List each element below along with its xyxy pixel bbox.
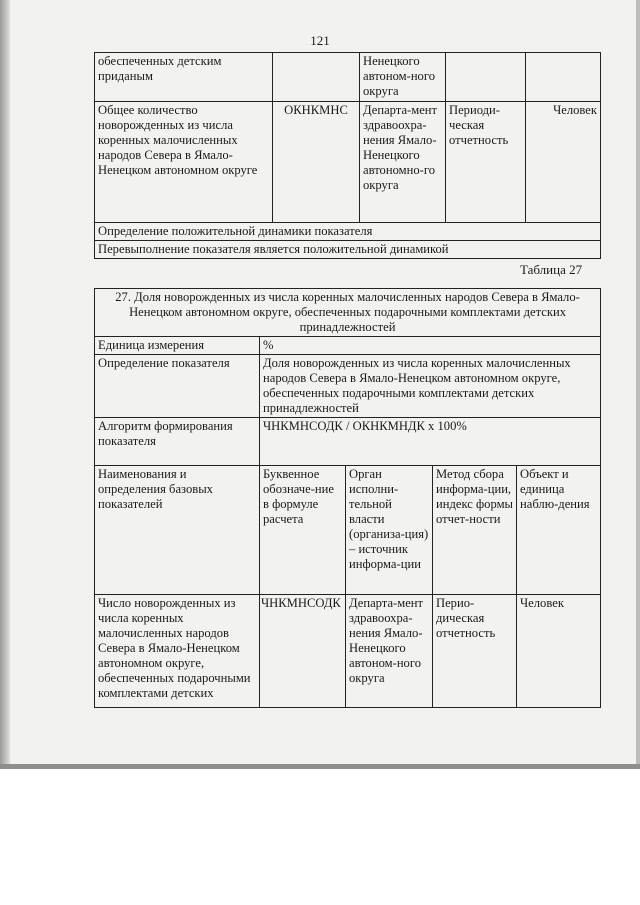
page-number: 121 [310,33,330,48]
cell-method [446,53,526,102]
algorithm-value: ЧНКМНСОДК / ОКНКМНДК х 100% [260,418,601,466]
cell-code: ОКНКМНС [273,102,360,223]
table-row [95,241,601,259]
header-name: Наименования и определения базовых показателей [95,466,260,595]
unit-value: % [260,337,601,355]
scan-left-shadow [0,0,10,768]
table-continued [94,52,601,259]
definition-heading: Определение положительной динамики показателя [95,223,601,241]
unit-label: Единица измерения [95,337,260,355]
header-method: Метод сбора информа-ции, индекс формы отчет-ности [433,466,517,595]
cell-unit: Человек [526,102,601,223]
cell-name: обеспеченных детским приданым [95,53,273,102]
table-row [95,102,601,223]
cell-name: Общее количество новорожденных из числа коренных малочисленных народов Севера в Ямало-Ненецком автономном округе [95,102,273,223]
cell-source: Ненецкого автоном-ного округа [360,53,446,102]
table-row [95,595,601,708]
algorithm-label: Алгоритм формирования показателя [95,418,260,466]
cell-method: Периоди-ческая отчетность [446,102,526,223]
header-source: Орган исполни-тельной власти (организа-ция) – источник информа-ции [346,466,433,595]
table-row [95,289,601,337]
scan-right-edge [636,0,640,768]
cell-code: ЧНКМНСОДК [260,595,346,708]
header-unit: Объект и единица наблю-дения [517,466,601,595]
table-row [95,223,601,241]
cell-code [273,53,360,102]
cell-name: Число новорожденных из числа коренных малочисленных народов Севера в Ямало-Ненецком автономном округе, обеспеченных подарочными комплектами детских [95,595,260,708]
table-row [95,337,601,355]
indicator-title: 27. Доля новорожденных из числа коренных малочисленных народов Севера в Ямало-Ненецком автономном округе, обеспеченных подарочными комплектами детских принадлежностей [95,289,601,337]
table-27 [94,288,601,708]
overfulfillment-note: Перевыполнение показателя является положительной динамикой [95,241,601,259]
cell-unit [526,53,601,102]
table-header-row [95,466,601,595]
header-code: Буквенное обозначе-ние в формуле расчета [260,466,346,595]
table-row [95,53,601,102]
cell-source: Департа-мент здравоохра-нения Ямало-Ненецкого автономно-го округа [360,102,446,223]
table-row [95,355,601,418]
scan-bottom-edge [0,764,640,769]
cell-source: Департа-мент здравоохра-нения Ямало-Ненецкого автоном-ного округа [346,595,433,708]
table-caption: Таблица 27 [520,262,583,277]
definition-label: Определение показателя [95,355,260,418]
table-row [95,418,601,466]
definition-value: Доля новорожденных из числа коренных малочисленных народов Севера в Ямало-Ненецком автономном округе, обеспеченных подарочными комплектами детских принадлежностей [260,355,601,418]
cell-unit: Человек [517,595,601,708]
cell-method: Перио-дическая отчетность [433,595,517,708]
